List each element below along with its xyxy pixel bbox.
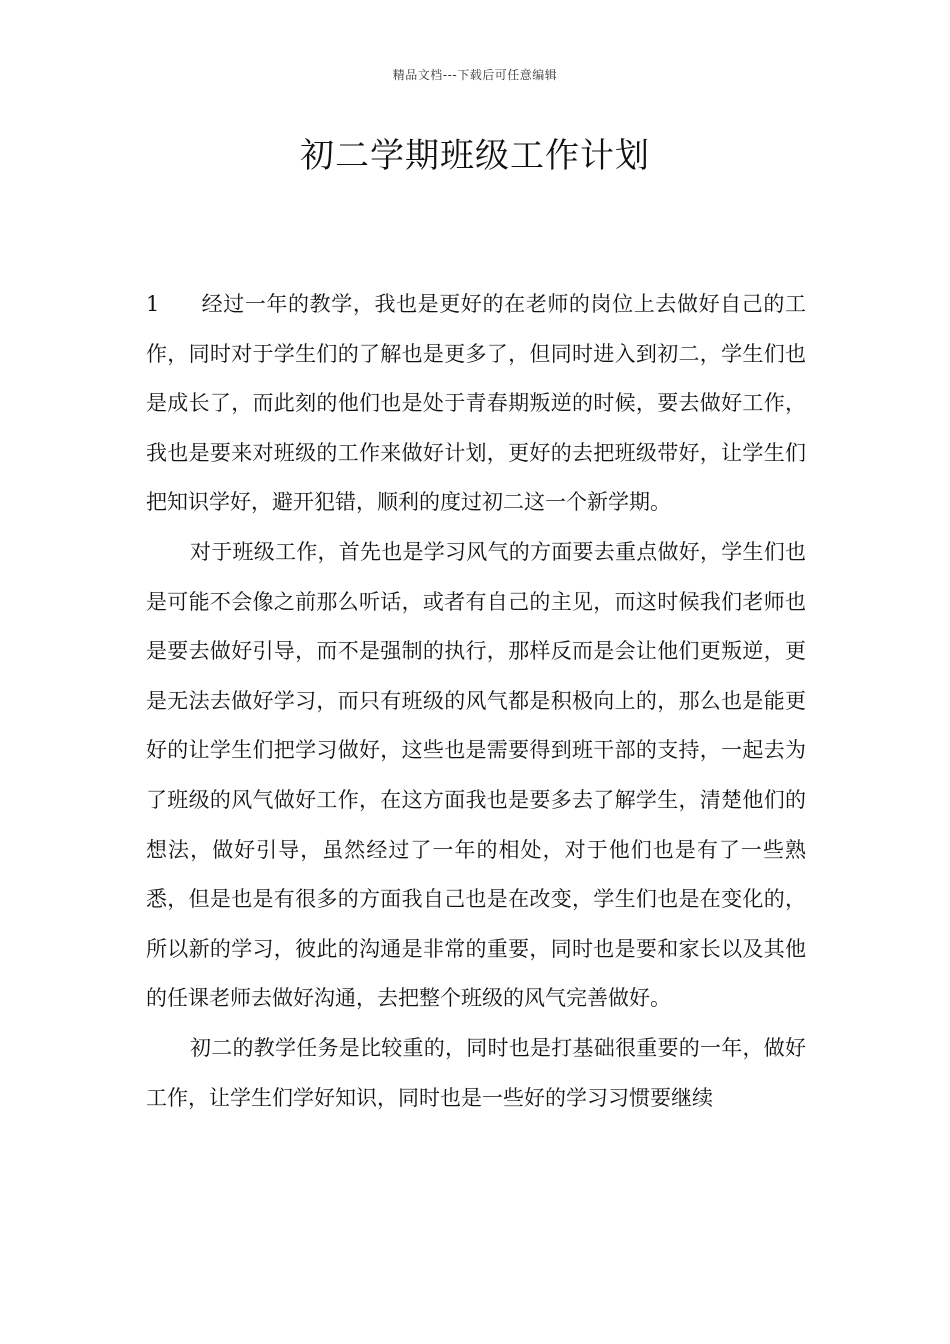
paragraph-1 xyxy=(146,280,806,528)
paragraph-text: 经过一年的教学，我也是更好的在老师的岗位上去做好自己的工作，同时对于学生们的了解也是更多了，但同时进入到初二，学生们也是成长了，而此刻的他们也是处于青春期叛逆的时候，要去做好工作，我也是要来对班级的工作来做好计划，更好的去把班级带好，让学生们把知识学好，避开犯错，顺利的度过初二这一个新学期。 xyxy=(146,292,806,515)
header-note: 精品文档---下载后可任意编辑 xyxy=(392,68,558,82)
document-title: 初二学期班级工作计划 xyxy=(300,136,650,176)
paragraph-2: 对于班级工作，首先也是学习风气的方面要去重点做好，学生们也是可能不会像之前那么听话，或者有自己的主见，而这时候我们老师也是要去做好引导，而不是强制的执行，那样反而是会让他们更叛逆，更是无法去做好学习，而只有班级的风气都是积极向上的，那么也是能更好的让学生们把学习做好，这些也是需要得到班干部的支持，一起去为了班级的风气做好工作，在这方面我也是要多去了解学生，清楚他们的想法，做好引导，虽然经过了一年的相处，对于他们也是有了一些熟悉，但是也是有很多的方面我自己也是在改变，学生们也是在变化的，所以新的学习，彼此的沟通是非常的重要，同时也是要和家长以及其他的任课老师去做好沟通，去把整个班级的风气完善做好。 xyxy=(146,539,806,1011)
paragraph-number: 1 xyxy=(146,292,160,316)
paragraph-3: 初二的教学任务是比较重的，同时也是打基础很重要的一年，做好工作，让学生们学好知识，同时也是一些好的学习习惯要继续 xyxy=(146,1035,806,1110)
document-body xyxy=(146,280,806,1123)
